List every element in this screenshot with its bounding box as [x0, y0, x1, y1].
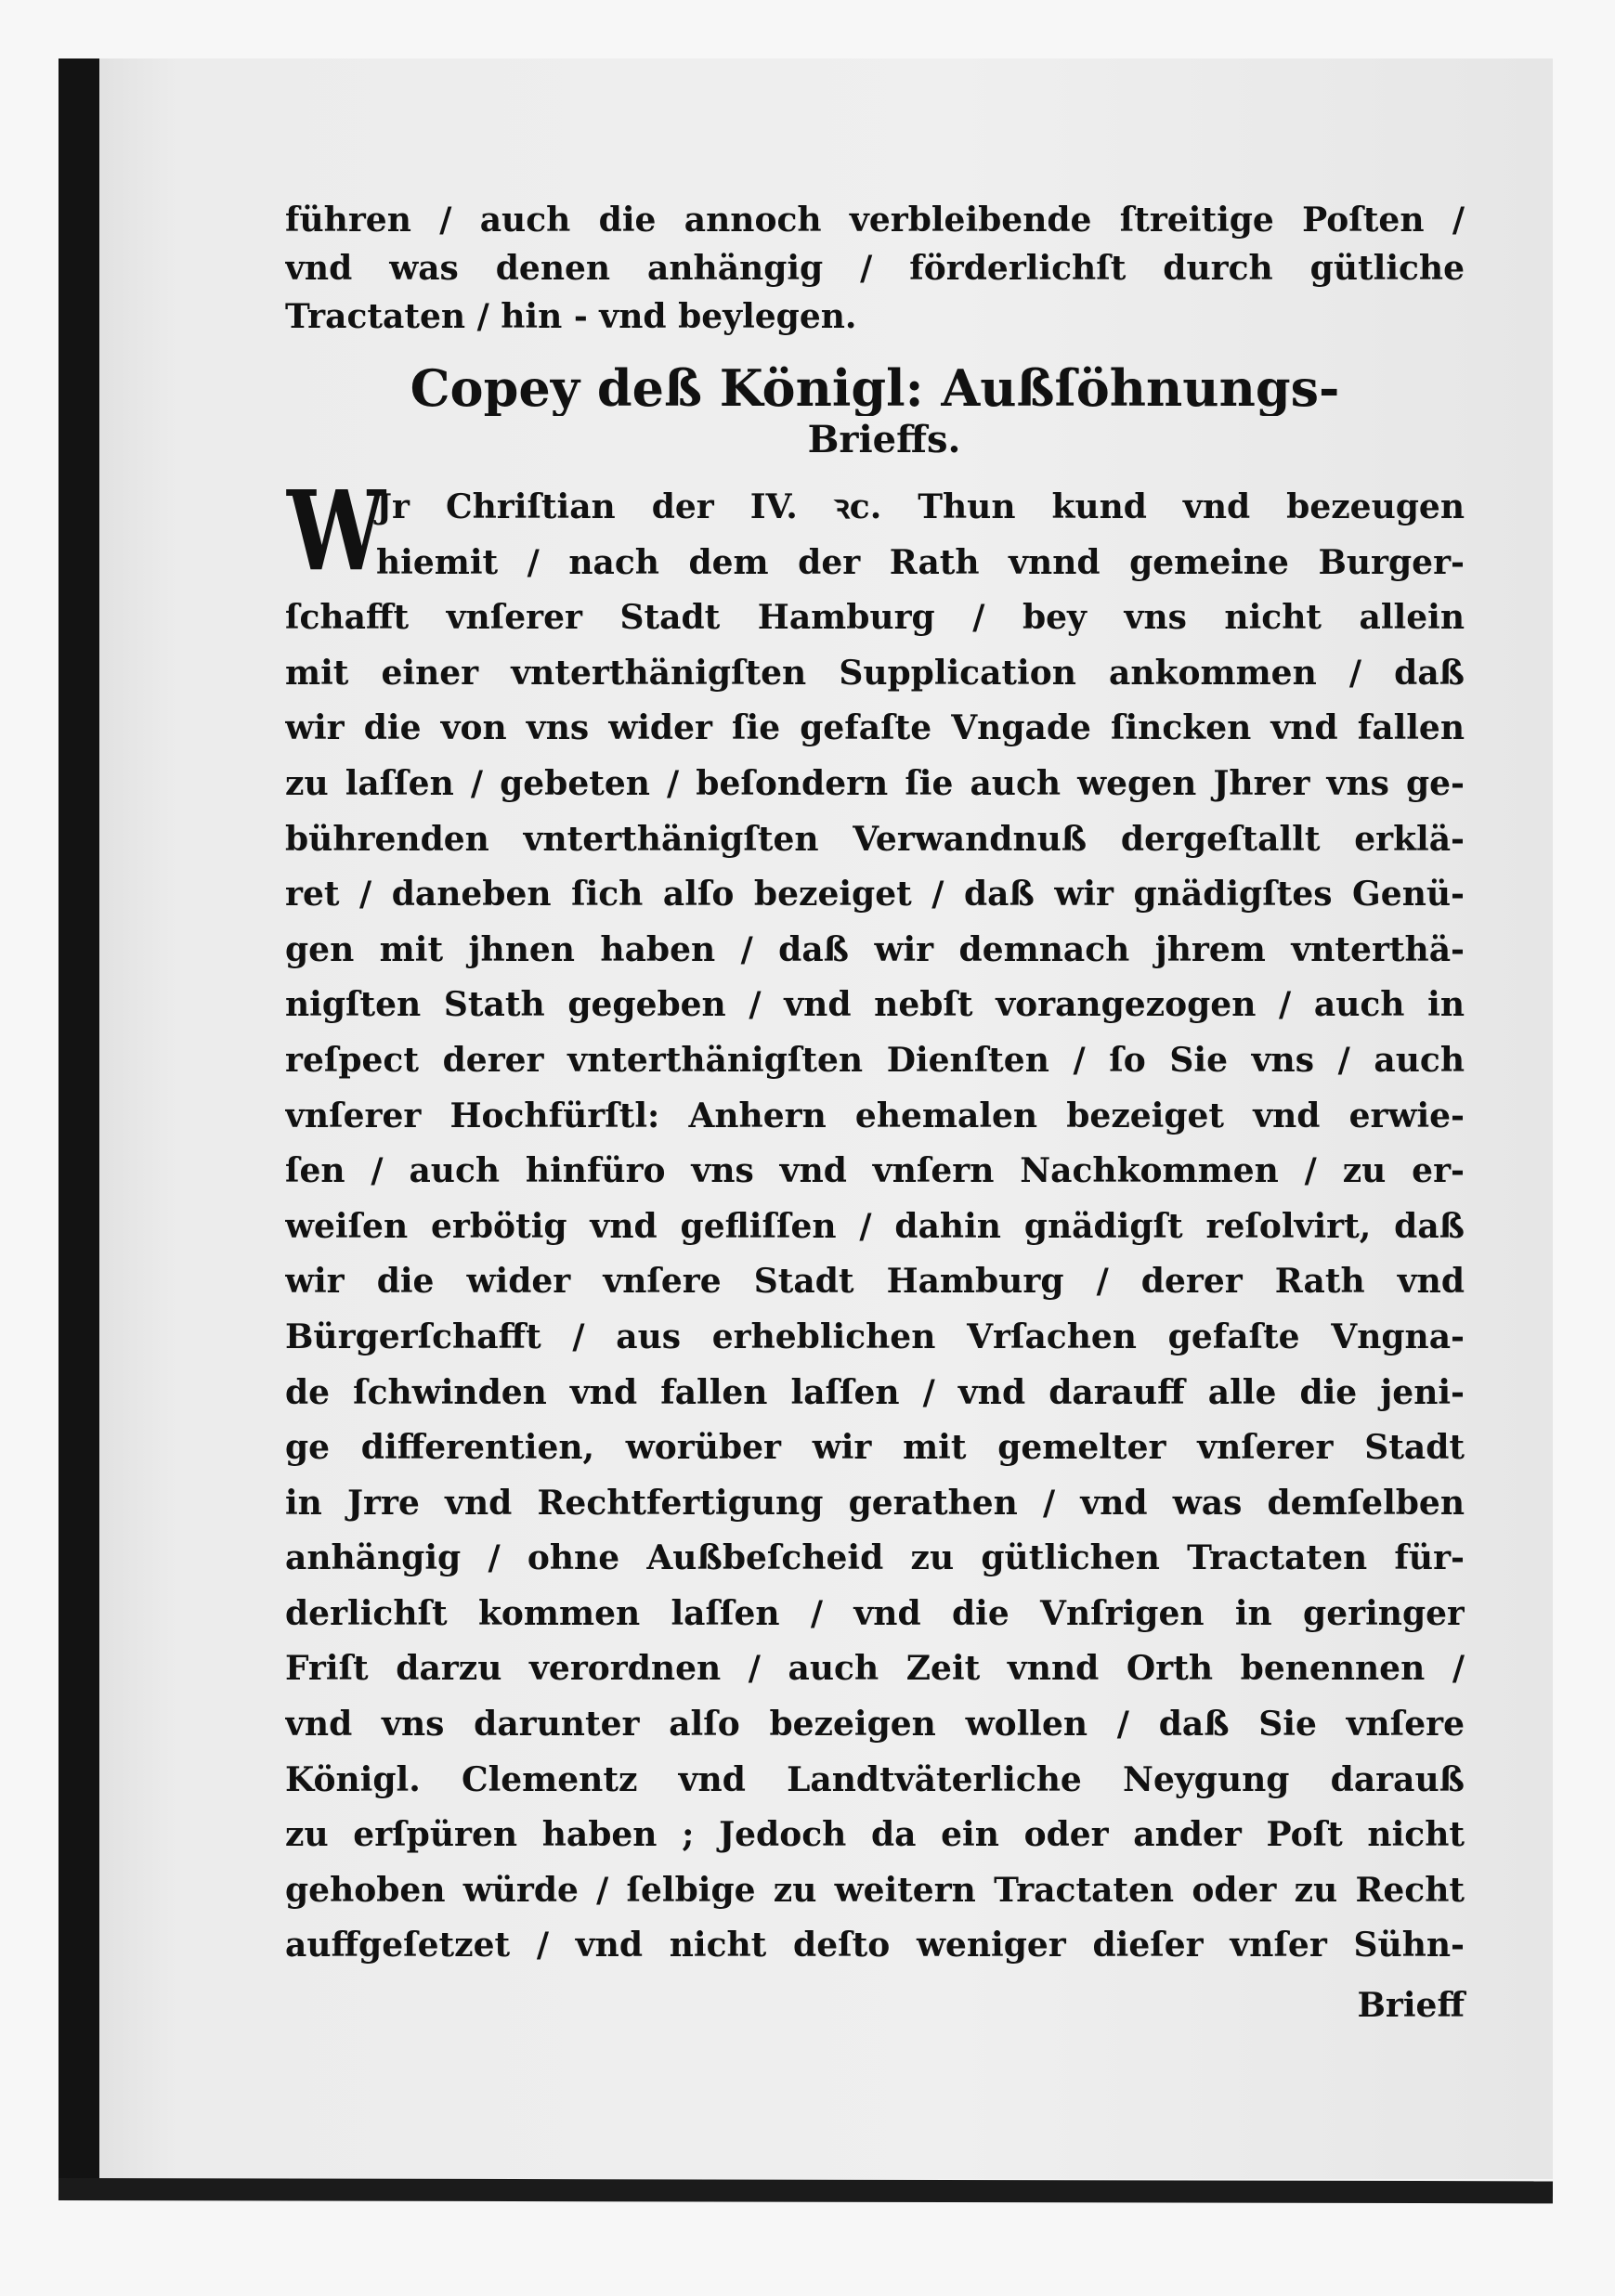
text-line: de ſchwinden vnd fallen laſſen / vnd darauff alle die jeni-: [285, 1372, 1465, 1412]
text-line: gehoben würde / ſelbige zu weitern Tractaten oder zu Recht: [285, 1870, 1465, 1910]
text-line: zu laſſen / gebeten / beſondern ſie auch wegen Jhrer vns ge-: [285, 763, 1465, 803]
text-line: hiemit / nach dem der Rath vnnd gemeine Burger-: [376, 542, 1465, 582]
text-line: auffgeſetzet / vnd nicht deſto weniger dieſer vnſer Sühn-: [285, 1926, 1465, 1965]
text-line: führen / auch die annoch verbleibende ſtreitige Poſten /: [285, 201, 1465, 240]
text-line: vnd was denen anhängig / förderlichſt durch gütliche: [285, 249, 1465, 288]
text-line: vnd vns darunter alſo bezeigen wollen / daß Sie vnſere: [285, 1705, 1465, 1745]
text-line: mit einer vnterthänigſten Supplication ankommen / daß: [285, 653, 1465, 693]
section-heading: [285, 360, 1465, 464]
text-line: bührenden vnterthänigſten Verwandnuß dergeſtallt erklä-: [285, 819, 1465, 859]
scan-shadow-bottom: [59, 2178, 1553, 2203]
text-line: Friſt darzu verordnen / auch Zeit vnnd Orth benennen /: [285, 1649, 1465, 1689]
text-line: zu erſpüren haben ; Jedoch da ein oder ander Poſt nicht: [285, 1815, 1465, 1855]
text-line: wir die wider vnſere Stadt Hamburg / derer Rath vnd: [285, 1262, 1465, 1302]
text-line: gen mit jhnen haben / daß wir demnach jhrem vnterthä-: [285, 929, 1465, 969]
text-line: Bürgerſchafft / aus erheblichen Vrſachen gefaſte Vngna-: [285, 1317, 1465, 1356]
text-line: anhängig / ohne Außbeſcheid zu gütlichen Tractaten für-: [285, 1538, 1465, 1578]
scan-shadow-left: [59, 58, 99, 2199]
heading-line: Brieffs.: [807, 418, 961, 461]
text-line: wir die von vns wider ſie gefaſte Vngade ſincken vnd fallen: [285, 708, 1465, 748]
text-line: ge differentien, worüber wir mit gemelter vnſerer Stadt: [285, 1428, 1465, 1468]
text-line: weiſen erbötig vnd gefliſſen / dahin gnädigſt reſolvirt, daß: [285, 1206, 1465, 1246]
text-line: in Jrre vnd Rechtfertigung gerathen / vnd was demſelben: [285, 1483, 1465, 1523]
text-line: Tractaten / hin - vnd beylegen.: [285, 297, 857, 336]
heading-line: Copey deß Königl: Außſöhnungs-: [410, 360, 1340, 416]
text-line: ret / daneben ſich alſo bezeiget / daß wir gnädigſtes Genü-: [285, 875, 1465, 915]
text-line: Königl. Clementz vnd Landtväterliche Neygung darauß: [285, 1759, 1465, 1799]
text-line: reſpect derer vnterthänigſten Dienſten / ſo Sie vns / auch: [285, 1040, 1465, 1080]
text-line: derlichſt kommen laſſen / vnd die Vnſrigen in geringer: [285, 1593, 1465, 1633]
text-line: nigſten Stath gegeben / vnd nebſt vorangezogen / auch in: [285, 985, 1465, 1025]
continuation-paragraph: [285, 196, 1465, 341]
text-line: ſchafft vnſerer Stadt Hamburg / bey vns nicht allein: [285, 598, 1465, 638]
drop-cap-initial: W: [287, 466, 386, 595]
text-line: Jr Chriſtian der IV. ꝛc. Thun kund vnd bezeugen: [376, 487, 1465, 526]
text-line: ſen / auch hinfüro vns vnd vnſern Nachkommen / zu er-: [285, 1151, 1465, 1191]
text-line: vnſerer Hochfürſtl: Anhern ehemalen bezeiget vnd erwie-: [285, 1096, 1465, 1135]
catchword: Brieff: [1357, 1986, 1465, 2025]
letter-body: [285, 466, 1465, 1974]
